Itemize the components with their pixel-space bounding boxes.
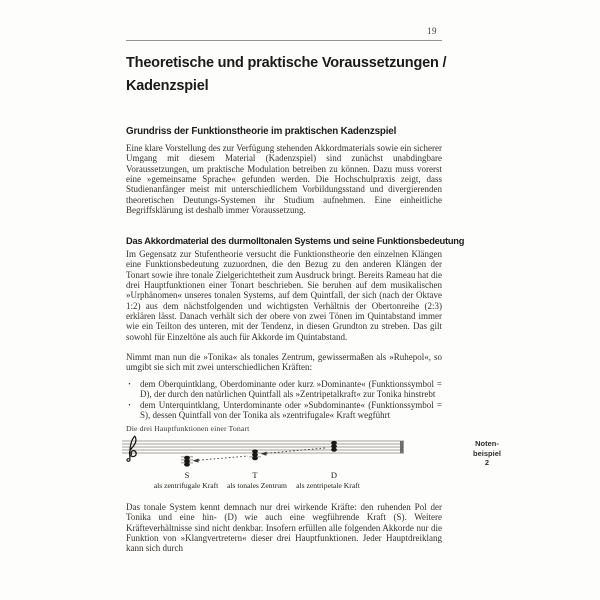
arrow-dominant-to-tonic-icon xyxy=(261,448,328,456)
label-t-desc: als tonales Zentrum xyxy=(227,481,287,490)
margin-note-line3: 2 xyxy=(484,458,490,467)
label-s-desc: als zentrifugale Kraft xyxy=(153,481,219,490)
section2-heading: Das Akkordmaterial des durmolltonalen Systems und seine Funktionsbedeutung xyxy=(126,236,465,246)
chapter-title xyxy=(126,52,486,97)
figure-caption: Die drei Hauptfunktionen einer Tonart xyxy=(126,424,250,433)
treble-clef-icon xyxy=(127,436,136,461)
margin-note-line1: Noten- xyxy=(475,439,499,448)
list-item xyxy=(126,379,442,400)
function-symbols xyxy=(154,470,361,490)
list-item xyxy=(126,400,442,421)
chapter-title-line2: Kadenzspiel xyxy=(126,77,209,94)
label-t: T xyxy=(252,470,258,480)
label-d-desc: als zentripetale Kraft xyxy=(296,481,360,490)
bullet-icon: · xyxy=(128,399,132,410)
section2-paragraph1: Im Gegensatz zur Stufentheorie versucht die Funktionstheorie den einzelnen Klängen eine Funktionsbedeutung zuzuordnen, die den Bezug zu den anderen Klängen der Tonart sowie ihre tonale Zielgerichtetheit zum Ausdruck bringt. Bereits Rameau hat die drei Hauptfunktionen einer Tonart beschrieben. Sie beruhen auf dem musikalischen »Urphänomen« unseres tonalen Systems, auf dem Quintfall, der sich (nach der Oktave 1:2) aus dem nächstfolgenden und wichtigsten Verhältnis der Obertonreihe (2:3) erklären lässt. Danach verhält sich der obere von zwei Tönen im Quintabstand immer wie ein Teilton des unteren, mit der Tendenz, in diesen Grundton zu streben. Das gilt sowohl für Einzeltöne als auch für Akkorde im Quintabstand. xyxy=(126,249,442,342)
function-bullet-list xyxy=(126,379,442,420)
margin-note-example-number xyxy=(464,439,510,468)
arrow-tonic-to-subdominant-icon xyxy=(193,456,249,463)
section1-heading: Grundriss der Funktionstheorie im praktischen Kadenzspiel xyxy=(126,126,397,137)
list-item-text: dem Unterquintklang, Unterdominante oder »Subdominante« (Funktionssymbol = S), dessen Quintfall von der Tonika als »zentrifugale« Kraft wegführt xyxy=(140,399,442,421)
chapter-title-line1: Theoretische und praktische Voraussetzungen / xyxy=(126,55,447,71)
header-rule xyxy=(126,40,442,41)
chord-dominant xyxy=(331,441,337,452)
closing-paragraph: Das tonale System kennt demnach nur drei wirkende Kräfte: den ruhenden Pol der Tonika und eine hin- (D) wie auch eine wegführende Kraft (S). Weitere Kräfteverhältnisse sind nicht denkbar. Insofern erfüllen alle folgenden Akkorde nur die Funktion von »Klangvertretern« dieser drei Hauptfunktionen. Jeder Hauptdreiklang kann sich durch xyxy=(126,502,442,554)
list-item-text: dem Oberquintklang, Oberdominante oder kurz »Dominante« (Funktionssymbol = D), der durch den natürlichen Quintfall als »Zentripetalkraft« zur Tonika hinstrebt xyxy=(140,379,442,400)
final-barline xyxy=(400,441,404,453)
staff-lines xyxy=(122,441,404,453)
chord-tonic xyxy=(252,449,258,460)
ledger-lines xyxy=(181,457,261,463)
chord-subdominant xyxy=(184,456,190,467)
label-d: D xyxy=(330,470,338,480)
page-number: 19 xyxy=(427,26,437,36)
section1-paragraph: Eine klare Vorstellung des zur Verfügung stehenden Akkordmaterials sowie ein sicherer Umgang mit diesem Material (Kadenzspiel) sind zunächst unabdingbare Voraussetzungen, um praktische Modulation betreiben zu können. Dazu muss vorerst eine »gemeinsame Sprache« gefunden werden. Die Hochschulpraxis zeigt, dass Studienanfänger meist mit unterschiedlichem Vorbildungsstand und divergierenden theoretischen Deutungs-Systemen ihr Studium aufnehmen. Eine einheitliche Begriffsklärung ist deshalb immer Voraussetzung. xyxy=(126,143,442,216)
bullet-icon: · xyxy=(128,379,132,389)
section2-paragraph2: Nimmt man nun die »Tonika« als tonales Zentrum, gewissermaßen als »Ruhepol«, so umgibt sie sich mit zwei unterschiedlichen Kräften: xyxy=(126,352,442,373)
margin-note-line2: beispiel xyxy=(473,448,501,458)
music-notation-example xyxy=(120,434,460,492)
label-s: S xyxy=(184,470,190,480)
